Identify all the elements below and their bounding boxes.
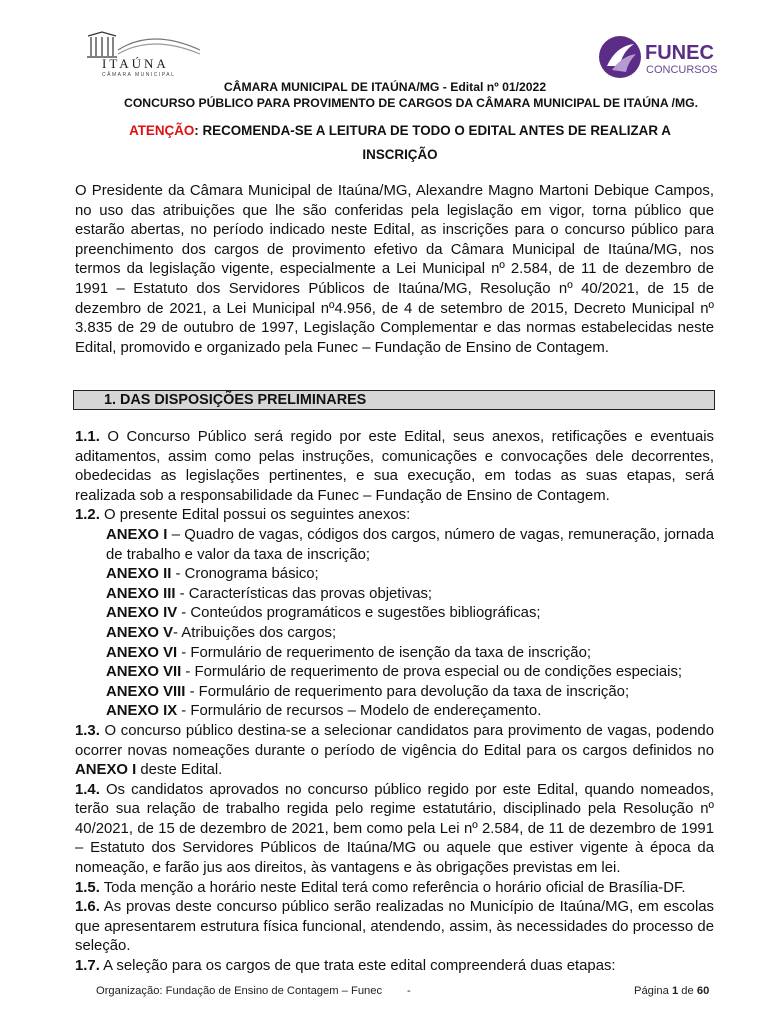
item-text: A seleção para os cargos de que trata este edital compreenderá duas etapas: <box>99 958 616 975</box>
funec-logo <box>598 32 730 82</box>
annex-text: - Atribuições dos cargos; <box>173 624 337 641</box>
annex-item <box>106 565 714 585</box>
item-text: Toda menção a horário neste Edital terá como referência o horário oficial de Brasília-DF. <box>99 879 686 896</box>
footer-page-number <box>634 985 709 997</box>
annex-text: - Formulário de requerimento de isenção da taxa de inscrição; <box>177 644 592 661</box>
item-bold-ref: ANEXO I <box>75 762 137 779</box>
annex-label: ANEXO IX <box>106 703 178 720</box>
annex-item <box>106 702 714 722</box>
attention-text: : RECOMENDA-SE A LEITURA DE TODO O EDITAL ANTES DE REALIZAR A <box>194 123 671 138</box>
intro-paragraph: O Presidente da Câmara Municipal de Itaúna/MG, Alexandre Magno Martoni Debique Campos, no uso das atribuições que lhe são conferidas pela legislação em vigor, torna público que estarão abertas, no período indicado neste Edital, as inscrições para o concurso público para preenchimento dos cargos de provimento efetivo da Câmara Municipal de Itaúna/MG, nos termos da legislação vigente, especialmente a Lei Municipal nº 2.584, de 11 de dezembro de 1991 – Estatuto dos Servidores Públicos de Itaúna/MG, Resolução nº 40/2021, de 15 de dezembro de 2021, a Lei Municipal nº4.956, de 4 de setembro de 2015, Decreto Municipal nº 3.835 de 29 de outubro de 1997, Legislação Complementar e das normas estabelecidas neste Edital, promovido e organizado pela Funec – Fundação de Ensino de Contagem. <box>75 183 714 356</box>
section-heading: 1. DAS DISPOSIÇÕES PRELIMINARES <box>73 390 715 410</box>
annex-text: - Características das provas objetivas; <box>175 585 433 602</box>
annex-label: ANEXO III <box>106 585 176 602</box>
annex-item <box>106 683 714 703</box>
annex-text: - Cronograma básico; <box>171 566 319 583</box>
annex-item <box>106 624 714 644</box>
annex-text: - Formulário de requerimento para devolução da taxa de inscrição; <box>185 683 630 700</box>
page-total: 60 <box>696 985 710 997</box>
page-label: Página <box>634 985 672 997</box>
logo-right-name: FUNEC <box>645 42 714 64</box>
annex-text: – Quadro de vagas, códigos dos cargos, número de vagas, remuneração, jornada de trabalho e valor da taxa de inscrição; <box>106 526 714 563</box>
header-line-1: CÂMARA MUNICIPAL DE ITAÚNA/MG - Edital nº 01/2022 <box>223 80 547 94</box>
attention-text-2: INSCRIÇÃO <box>362 147 438 162</box>
item-number: 1.7. <box>75 958 100 975</box>
page-current: 1 <box>671 985 679 997</box>
item-number: 1.3. <box>75 722 100 739</box>
annex-label: ANEXO VIII <box>106 683 186 700</box>
item-number: 1.2. <box>75 507 100 524</box>
item-1-6 <box>75 898 714 957</box>
annex-item <box>106 526 714 565</box>
attention-label: ATENÇÃO <box>129 123 195 138</box>
annex-text: - Formulário de recursos – Modelo de endereçamento. <box>177 703 542 720</box>
item-number: 1.6. <box>75 899 100 916</box>
annex-item <box>106 663 714 683</box>
header-line-2: CONCURSO PÚBLICO PARA PROVIMENTO DE CARGOS DA CÂMARA MUNICIPAL DE ITAÚNA /MG. <box>124 96 698 110</box>
logo-left-sub: CÂMARA MUNICIPAL <box>102 72 176 78</box>
funec-emblem-icon <box>599 36 641 78</box>
logo-right-sub: CONCURSOS <box>646 64 718 76</box>
annex-item <box>106 585 714 605</box>
item-1-5 <box>75 879 714 899</box>
annex-label: ANEXO I <box>106 526 168 543</box>
building-icon <box>87 32 200 57</box>
item-text: O concurso público destina-se a selecionar candidatos para provimento de vagas, podendo ocorrer novas nomeações durante o período de vigência do Edital para os cargos definidos no <box>75 722 714 759</box>
annex-label: ANEXO V <box>106 624 174 641</box>
item-number: 1.1. <box>75 429 100 445</box>
item-1-7 <box>75 957 714 977</box>
item-1-1 <box>75 428 714 506</box>
annex-label: ANEXO IV <box>106 605 178 622</box>
item-text: O presente Edital possui os seguintes anexos: <box>99 507 411 524</box>
item-1-3 <box>75 722 714 781</box>
item-1-4 <box>75 781 714 879</box>
page-separator: de <box>678 985 697 997</box>
item-text: Os candidatos aprovados no concurso público regido por este Edital, quando nomeados, terão sua relação de trabalho regida pelo regime estatutário, disciplinado pela Resolução nº 40/2021, de 15 de dezembro de 2021, bem como pela Lei nº 2.584, de 11 de dezembro de 1991 – Estatuto dos Servidores Públicos de Itaúna/MG ou aquele que estiver vigente à época da nomeação, e farão jus aos direitos, às vantagens e às obrigações previstas em lei. <box>75 781 714 877</box>
annex-text: - Conteúdos programáticos e sugestões bibliográficas; <box>177 605 541 622</box>
item-text: deste Edital. <box>136 762 223 779</box>
annex-text: - Formulário de requerimento de prova especial ou de condições especiais; <box>181 664 683 681</box>
attention-notice <box>60 119 740 167</box>
main-content <box>75 428 714 977</box>
item-number: 1.5. <box>75 879 100 896</box>
item-number: 1.4. <box>75 781 100 798</box>
annex-item <box>106 604 714 624</box>
itauna-logo <box>82 28 208 78</box>
annex-label: ANEXO VII <box>106 664 182 681</box>
logo-left-name: ITAÚNA <box>102 56 169 71</box>
item-text: O Concurso Público será regido por este Edital, seus anexos, retificações e eventuais aditamentos, assim como pelas instruções, comunicações e convocações dele decorrentes, obedecidas as legislações pertinentes, e sua execução, em todas as suas etapas, será realizada sob a responsabilidade da Funec – Fundação de Ensino de Contagem. <box>75 429 714 504</box>
annex-label: ANEXO II <box>106 566 172 583</box>
annex-item <box>106 644 714 664</box>
annex-list <box>75 526 714 722</box>
item-1-2 <box>75 506 714 526</box>
footer-organization: Organização: Fundação de Ensino de Contagem – Funec - <box>96 985 411 997</box>
annex-label: ANEXO VI <box>106 644 178 661</box>
item-text: As provas deste concurso público serão realizadas no Município de Itaúna/MG, em escolas que apresentarem estrutura física funcional, atendendo, assim, às necessidades do processo de seleção. <box>75 899 714 955</box>
